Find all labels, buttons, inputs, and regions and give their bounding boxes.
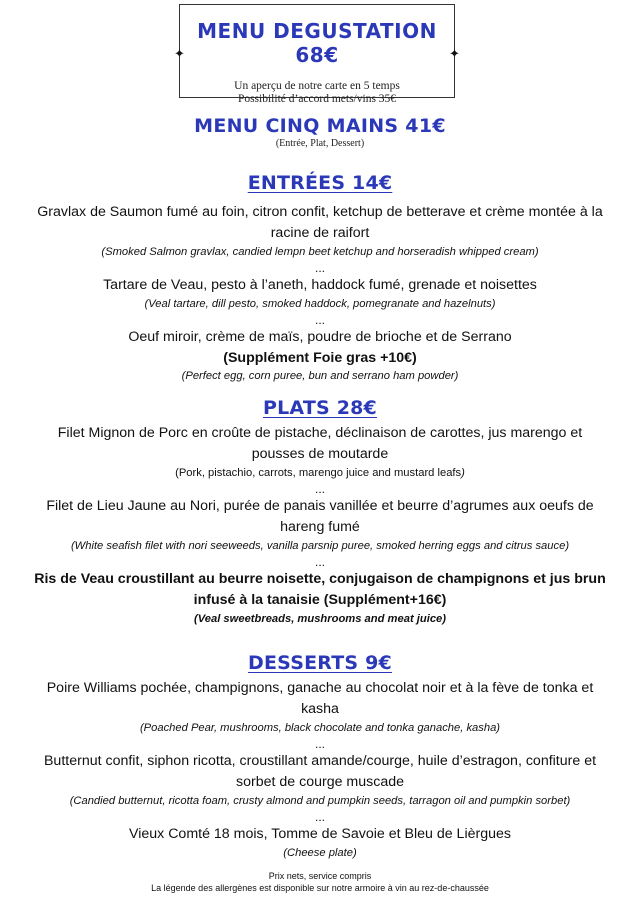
entrees-title: ENTRÉES 14€	[247, 172, 393, 194]
cinq-mains-title: MENU CINQ MAINS 41€	[194, 115, 446, 137]
dish-line: Filet Mignon de Porc en croûte de pistache, déclinaison de carottes, jus marengo et	[57, 425, 583, 441]
dish-line: infusé à la tanaisie (Supplément+16€)	[193, 592, 447, 608]
entree-3-french: Oeuf miroir, crème de maïs, poudre de brioche et de Serrano	[128, 329, 512, 345]
dessert-3-english: (Cheese plate)	[283, 847, 357, 859]
entree-2-french: Tartare de Veau, pesto à l’aneth, haddock fumé, grenade et noisettes	[103, 277, 537, 293]
plat-3-english: (Veal sweetbreads, mushrooms and meat juice)	[193, 613, 446, 625]
separator: ...	[314, 555, 325, 569]
dessert-2-english: (Candied butternut, ricotta foam, crusty almond and pumpkin seeds, tarragon oil and pumpkin sorbet)	[69, 795, 571, 807]
plat-1-english	[0, 465, 640, 482]
separator: ...	[314, 313, 325, 327]
separator: ...	[314, 261, 325, 275]
entree-3-english: (Perfect egg, corn puree, bun and serrano ham powder)	[181, 370, 459, 382]
entree-1-french	[0, 202, 640, 244]
dessert-1-french	[0, 678, 640, 720]
separator: ...	[314, 482, 325, 496]
dish-line: sorbet de courge muscade	[236, 774, 404, 790]
plats-title: PLATS 28€	[263, 397, 377, 419]
dish-line: racine de raifort	[270, 225, 370, 241]
dish-line: Butternut confit, siphon ricotta, croustillant amande/courge, huile d’estragon, confiture et	[43, 753, 597, 769]
dish-line: kasha	[301, 701, 339, 717]
entree-1-english: (Smoked Salmon gravlax, candied lempn beet ketchup and horseradish whipped cream)	[101, 246, 539, 258]
degustation-box	[179, 4, 455, 105]
plat-1-english-close: )	[461, 467, 465, 479]
dessert-2-french	[0, 751, 640, 793]
footer-price-note: Prix nets, service compris	[268, 871, 372, 881]
dish-line: Filet de Lieu Jaune au Nori, purée de panais vanillée et beurre d’agrumes aux oeufs de	[46, 498, 594, 514]
plat-2-french	[0, 496, 640, 538]
plat-2-english: (White seafish filet with nori seeweeds, vanilla parsnip puree, smoked herring eggs and citrus sauce)	[70, 540, 570, 552]
dessert-3-french: Vieux Comté 18 mois, Tomme de Savoie et Bleu de Lièrgues	[129, 826, 511, 842]
degustation-title: MENU DEGUSTATION 68€	[197, 19, 437, 67]
dish-line: pousses de moutarde	[251, 446, 389, 462]
dish-line: Poire Williams pochée, champignons, ganache au chocolat noir et à la fève de tonka et	[46, 680, 594, 696]
dish-line: Gravlax de Saumon fumé au foin, citron confit, ketchup de betterave et crème montée à la	[37, 204, 603, 220]
cinq-mains-subtitle: (Entrée, Plat, Dessert)	[275, 138, 365, 149]
separator: ...	[314, 810, 325, 824]
menu-content	[0, 114, 640, 862]
diamond-ornament-icon: ✦	[174, 47, 185, 62]
separator: ...	[314, 737, 325, 751]
degustation-description	[180, 80, 454, 106]
plat-1-english-text: (Pork, pistachio, carrots, marengo juice and mustard leafs	[175, 467, 462, 479]
dish-line: Ris de Veau croustillant au beurre noisette, conjugaison de champignons et jus brun	[34, 571, 606, 587]
plat-1-french	[0, 423, 640, 465]
footer	[0, 870, 640, 894]
desserts-title: DESSERTS 9€	[248, 652, 392, 674]
plat-3-french	[0, 569, 640, 611]
dish-line: hareng fumé	[280, 519, 360, 535]
dessert-1-english: (Poached Pear, mushrooms, black chocolate and tonka ganache, kasha)	[139, 722, 501, 734]
footer-allergen-note: La légende des allergènes est disponible sur notre armoire à vin au rez-de-chaussée	[151, 883, 489, 893]
diamond-ornament-icon: ✦	[449, 47, 460, 62]
degustation-line-2: Possibilité d’accord mets/vins 35€	[237, 93, 397, 105]
entree-2-english: (Veal tartare, dill pesto, smoked haddock, pomegranate and hazelnuts)	[144, 298, 496, 310]
entree-3-supplement: (Supplément Foie gras +10€)	[223, 350, 417, 366]
degustation-line-1: Un aperçu de notre carte en 5 temps	[234, 80, 400, 92]
